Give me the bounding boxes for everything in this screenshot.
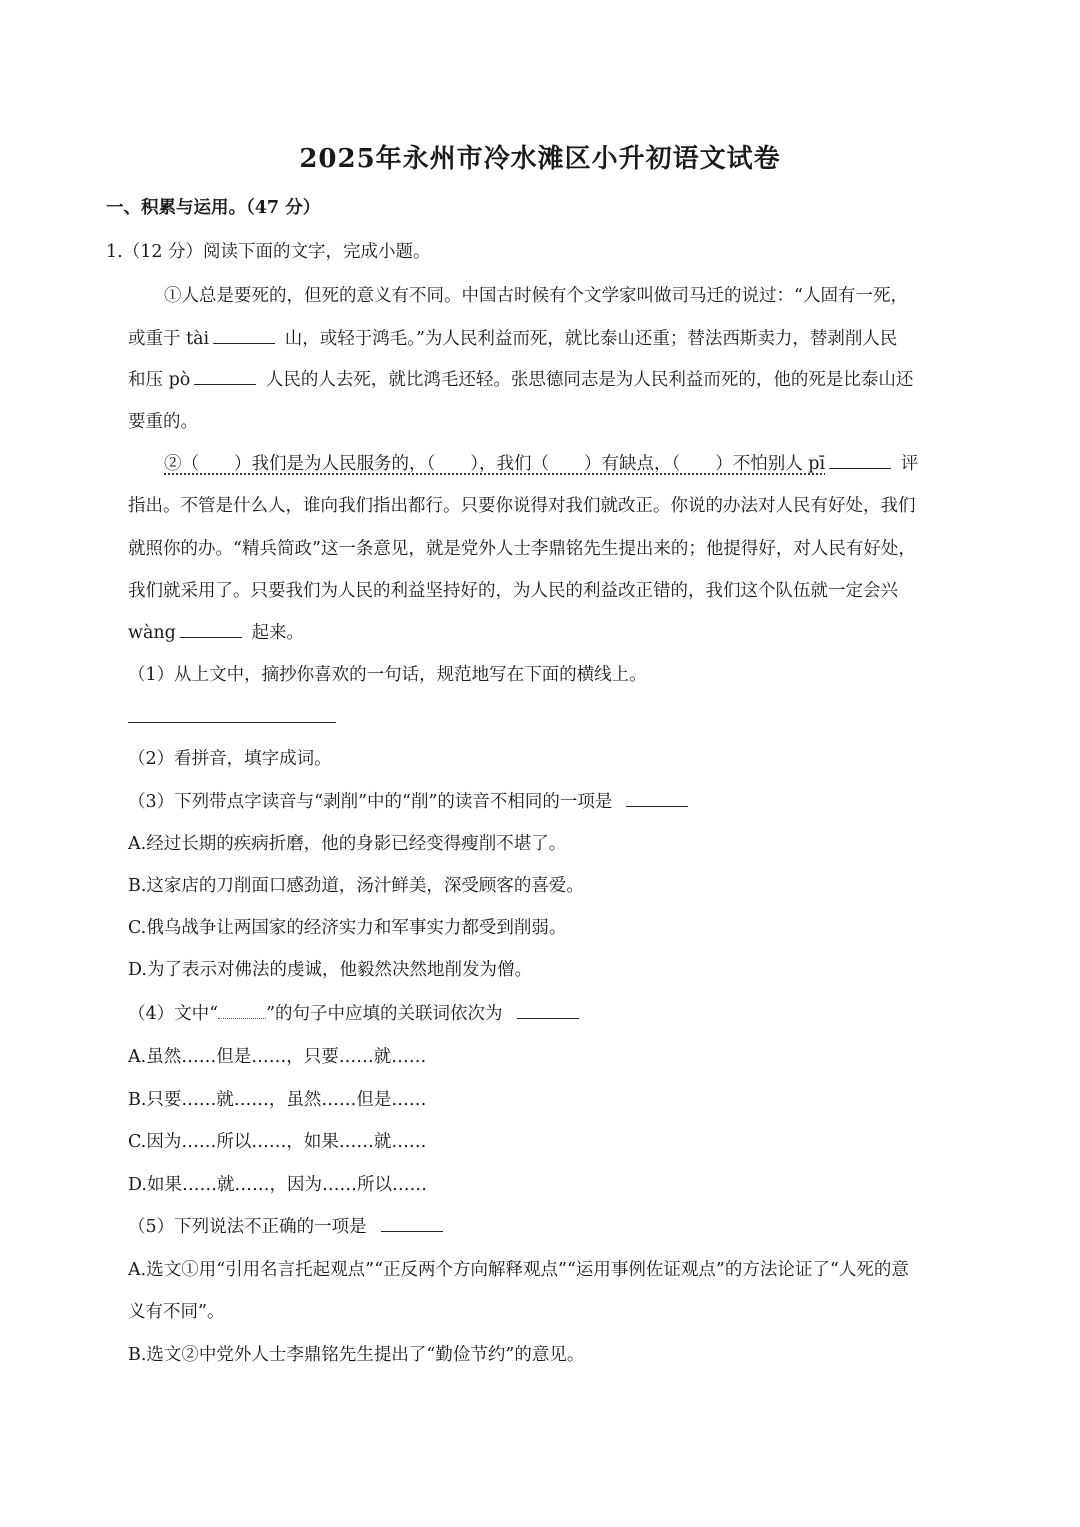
passage2-line4: 我们就采用了。只要我们为人民的利益坚持好的，为人民的利益改正错的，我们这个队伍就一定会兴 <box>128 581 898 601</box>
option-4d: D.如果……就……，因为……所以…… <box>128 1175 427 1195</box>
subquestion-3-text: （3）下列带点字读音与“剥削”中的“削”的读音不相同的一项是 <box>128 792 613 812</box>
passage1-line2 <box>128 327 897 351</box>
answer-blank[interactable] <box>626 792 688 807</box>
answer-blank[interactable] <box>517 1004 579 1019</box>
blank-placeholder <box>218 1004 266 1019</box>
passage2-line5 <box>128 621 304 645</box>
subquestion-4-start: （4）文中“ <box>128 1004 219 1024</box>
option-3d: D.为了表示对佛法的虔诚，他毅然决然地削发为僧。 <box>128 960 532 980</box>
passage1-line3-start: 和压 pò <box>128 370 191 390</box>
section-heading: 一、积累与运用。（47 分） <box>106 198 321 218</box>
subquestion-5 <box>128 1215 447 1239</box>
option-3c: C.俄乌战争让两国家的经济实力和军事实力都受到削弱。 <box>128 918 567 938</box>
page-title: 2025年永州市冷水滩区小升初语文试卷 <box>299 144 781 174</box>
answer-blank[interactable] <box>381 1217 443 1232</box>
option-4c: C.因为……所以……，如果……就…… <box>128 1132 427 1152</box>
option-4b: B.只要……就……，虽然……但是…… <box>128 1090 427 1110</box>
option-5a-line2: 义有不同”。 <box>128 1302 225 1322</box>
answer-blank[interactable] <box>180 623 242 638</box>
passage2-line5-start: wàng <box>128 623 176 643</box>
passage2-line5-end: 起来。 <box>251 623 304 643</box>
answer-line[interactable] <box>128 722 336 723</box>
subquestion-3 <box>128 790 692 814</box>
subquestion-2: （2）看拼音，填字成词。 <box>128 749 332 769</box>
option-3b: B.这家店的刀削面口感劲道，汤汁鲜美，深受顾客的喜爱。 <box>128 876 584 896</box>
passage1-line2-start: 或重于 tài <box>128 329 210 349</box>
answer-blank[interactable] <box>194 370 256 385</box>
passage1-line3-end: 人民的人去死，就比鸿毛还轻。张思德同志是为人民利益而死的，他的死是比泰山还 <box>265 370 914 390</box>
passage2-line3: 就照你的办。“精兵简政”这一条意见，就是党外人士李鼎铭先生提出来的；他提得好，对人民有好处， <box>128 539 916 559</box>
passage2-line2: 指出。不管是什么人，谁向我们指出都行。只要你说得对我们就改正。你说的办法对人民有好处，我们 <box>128 496 916 516</box>
question-1-heading: 1.（12 分）阅读下面的文字，完成小题。 <box>106 242 431 262</box>
passage2-line1 <box>164 452 918 476</box>
passage2-line1-start: ②（ ）我们是为人民服务的，（ ），我们（ ）有缺点，（ ）不怕别人 pī <box>164 454 826 474</box>
option-5a-line1: A.选文①用“引用名言托起观点”“正反两个方向解释观点”“运用事例佐证观点”的方法论证了“人死的意 <box>128 1260 909 1280</box>
answer-blank[interactable] <box>829 454 891 469</box>
subquestion-1: （1）从上文中，摘抄你喜欢的一句话，规范地写在下面的横线上。 <box>128 665 647 685</box>
option-5b: B.选文②中党外人士李鼎铭先生提出了“勤俭节约”的意见。 <box>128 1345 585 1365</box>
passage1-line1: ①人总是要死的，但死的意义有不同。中国古时候有个文学家叫做司马迁的说过：“人固有一死， <box>164 286 908 306</box>
subquestion-4-end: ”的句子中应填的关联词依次为 <box>266 1004 503 1024</box>
answer-blank[interactable] <box>213 329 275 344</box>
passage1-line4: 要重的。 <box>128 412 198 432</box>
passage1-line2-end: 山，或轻于鸿毛。”为人民利益而死，就比泰山还重；替法西斯卖力，替剥削人民 <box>284 329 898 349</box>
option-4a: A.虽然……但是……，只要……就…… <box>128 1047 427 1067</box>
subquestion-5-text: （5）下列说法不正确的一项是 <box>128 1217 367 1237</box>
passage1-line3 <box>128 368 913 392</box>
option-3a: A.经过长期的疾病折磨，他的身影已经变得瘦削不堪了。 <box>128 834 567 854</box>
subquestion-4 <box>128 1002 583 1026</box>
passage2-line1-end: 评 <box>900 454 919 474</box>
